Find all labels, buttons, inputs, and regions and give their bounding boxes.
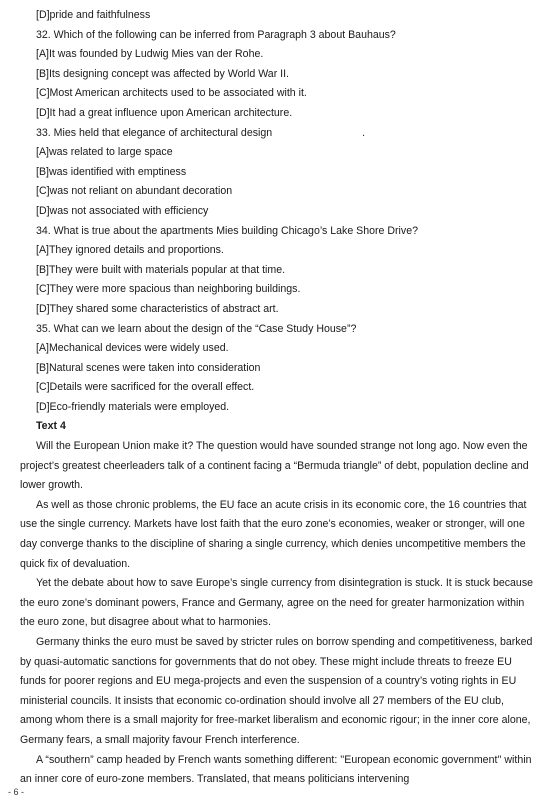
- option-line: [D]pride and faithfulness: [36, 9, 151, 21]
- option-line: [A]It was founded by Ludwig Mies van der Rohe.: [36, 48, 264, 61]
- question-33-mark: .: [362, 126, 366, 139]
- paragraph: As well as those chronic problems, the EU face an acute crisis in its economic core, the 16 countries that use the single currency. Markets have lost faith that the euro zone’s economies, weaker or stronger, will one day converge thanks to the discipline of sharing a single currency, which denies uncompetitive members the quick fix of devaluation.: [20, 498, 527, 570]
- option-line: [A]They ignored details and proportions.: [36, 244, 224, 257]
- option-line: [D]It had a great influence upon American architecture.: [36, 106, 293, 119]
- question-33: [20, 124, 536, 144]
- option-line: [B]Its designing concept was affected by World War II.: [36, 67, 289, 80]
- question-35: 35. What can we learn about the design of the “Case Study House”?: [36, 322, 357, 335]
- question-34: 34. What is true about the apartments Mies building Chicago’s Lake Shore Drive?: [36, 224, 418, 237]
- option-line: [A]was related to large space: [36, 146, 173, 159]
- option-line: [C]Most American architects used to be associated with it.: [36, 87, 307, 100]
- paragraph: Yet the debate about how to save Europe’s single currency from disintegration is stuck. It is stuck because the euro zone’s dominant powers, France and Germany, agree on the need for greater harmonization within the euro zone, but disagree about what to harmonies.: [20, 577, 534, 629]
- option-line: [B]Natural scenes were taken into consideration: [36, 361, 261, 374]
- option-line: [D]They shared some characteristics of abstract art.: [36, 302, 279, 315]
- paragraph: Will the European Union make it? The question would have sounded strange not long ago. Now even the project’s greatest cheerleaders talk of a continent facing a “Bermuda triangle” of debt, population decline and lower growth.: [20, 440, 529, 492]
- section-heading: Text 4: [36, 420, 66, 433]
- option-line: [B]was identified with emptiness: [36, 165, 187, 178]
- question-32: 32. Which of the following can be inferred from Paragraph 3 about Bauhaus?: [36, 28, 396, 41]
- option-line: [D]Eco-friendly materials were employed.: [36, 400, 230, 413]
- option-line: [D]was not associated with efficiency: [36, 204, 209, 217]
- page-number: - 6 -: [8, 787, 25, 797]
- option-line: [A]Mechanical devices were widely used.: [36, 342, 229, 355]
- option-line: [C]They were more spacious than neighboring buildings.: [36, 283, 301, 296]
- paragraph: A “southern” camp headed by French wants something different: ''European economic government'' within an inner core of euro-zone members. Translated, that means politicians intervening: [20, 753, 532, 786]
- paragraph: Germany thinks the euro must be saved by stricter rules on borrow spending and competitiveness, barked by quasi-automatic sanctions for governments that do not obey. These might include threats to freeze EU funds for poorer regions and EU mega-projects and even the suspension of a country’s voting rights in EU ministerial councils. It insists that economic co-ordination should involve all 27 members of the EU club, among whom there is a small majority for free-market liberalism and economic rigour; in the inner core alone, Germany fears, a small majority favour French interference.: [20, 636, 533, 746]
- option-line: [C]Details were sacrificed for the overall effect.: [36, 381, 255, 394]
- option-line: [C]was not reliant on abundant decoration: [36, 185, 233, 198]
- option-line: [B]They were built with materials popular at that time.: [36, 263, 286, 276]
- question-33-text: 33. Mies held that elegance of architectural design: [36, 126, 273, 139]
